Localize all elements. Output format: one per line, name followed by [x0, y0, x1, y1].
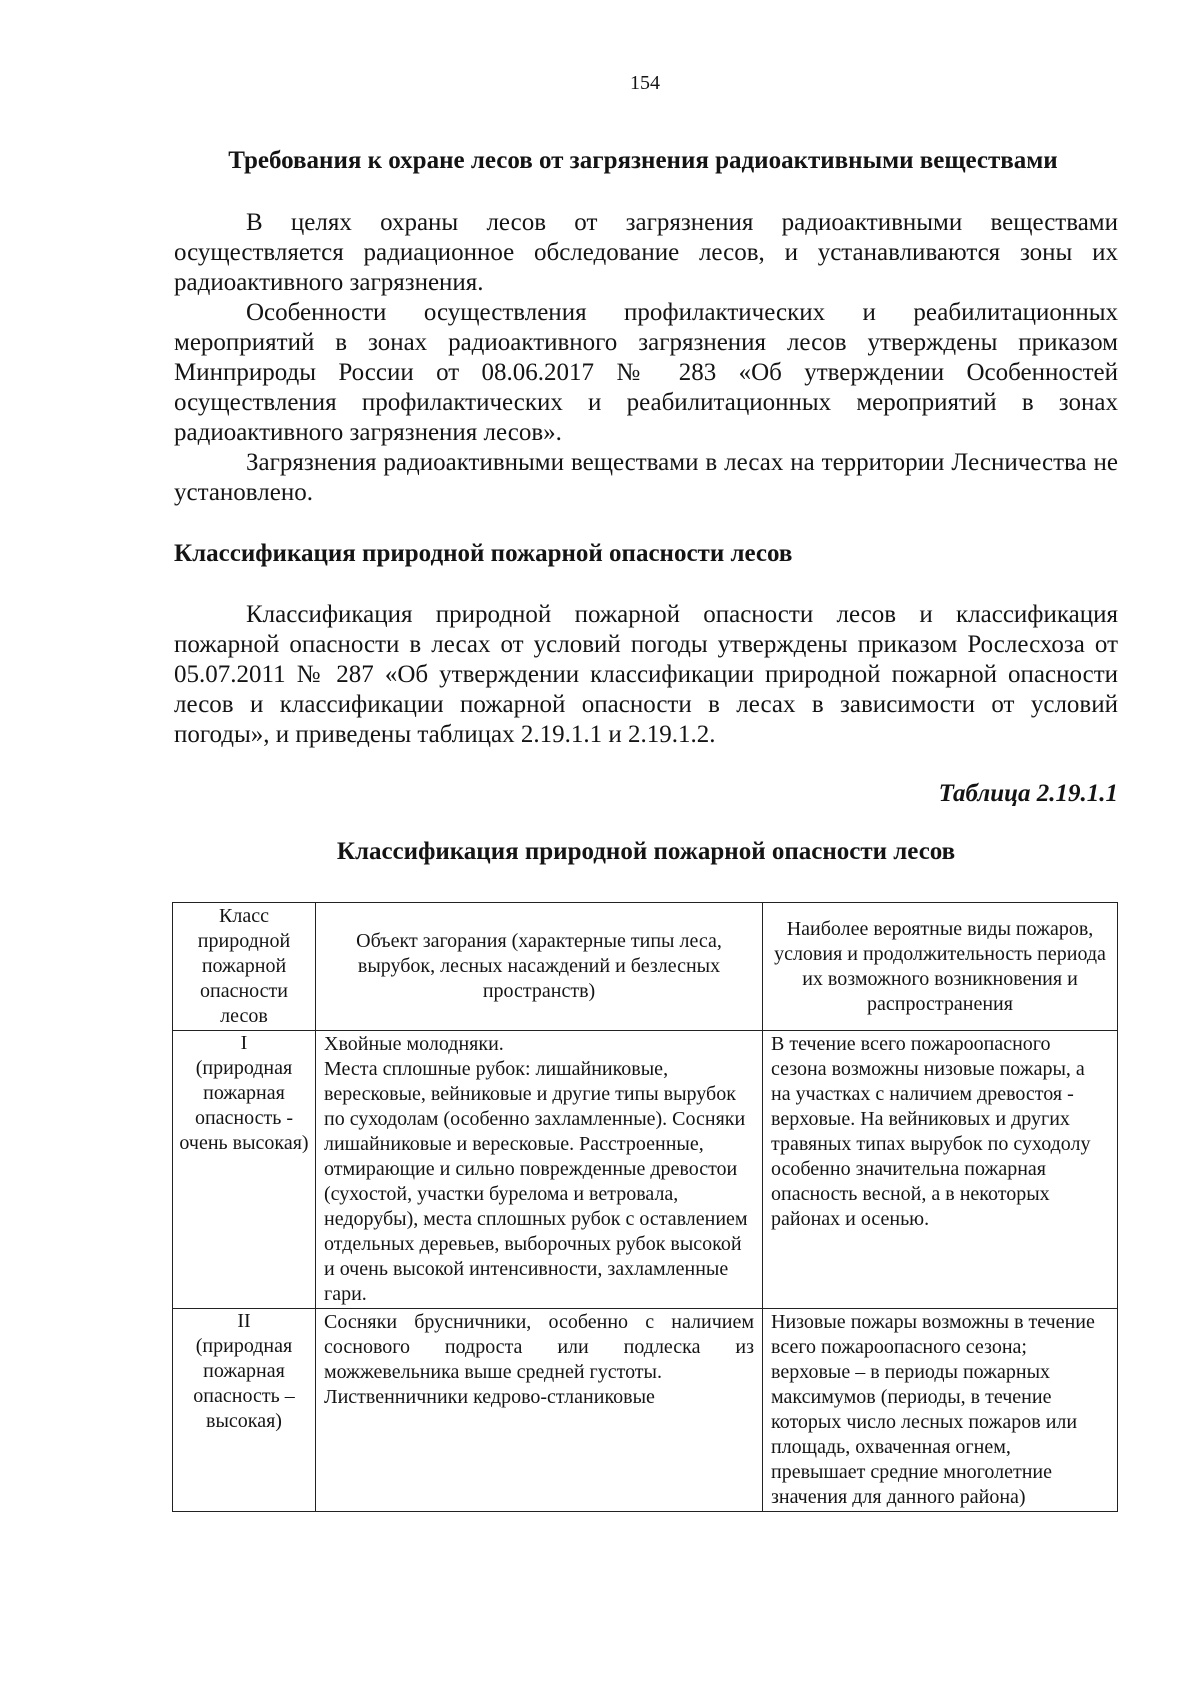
object-first-line: Сосняки брусничники, особенно с наличием соснового подроста или подлеска из можжевельника выше средней густоты.: [324, 1311, 754, 1383]
cell-object: [316, 1031, 763, 1309]
table-row: [173, 1031, 1118, 1309]
section-heading-fire-classification: Классификация природной пожарной опасности лесов: [174, 540, 793, 567]
section-heading-radioactive: Требования к охране лесов от загрязнения радиоактивными веществами: [228, 147, 1058, 174]
page-number: 154: [630, 72, 660, 94]
table-caption: Таблица 2.19.1.1: [938, 780, 1118, 807]
header-object: Объект загорания (характерные типы леса, вырубок, лесных насаждений и безлесных пространств): [316, 903, 763, 1031]
paragraph: Классификация природной пожарной опасности лесов и классификация пожарной опасности в лесах от условий погоды утверждены приказом Рослесхоза от 05.07.2011 № 287 «Об утверждении классификации природной пожарной опасности лесов и классификации пожарной опасности в лесах в зависимости от условий погоды», и приведены таблицах 2.19.1.1 и 2.19.1.2.: [174, 601, 1118, 748]
cell-class: [173, 1031, 316, 1309]
class-description: (природная пожарная опасность - очень высокая): [179, 1057, 309, 1154]
cell-class: [173, 1309, 316, 1512]
class-number: II: [237, 1310, 251, 1332]
paragraph: В целях охраны лесов от загрязнения радиоактивными веществами осуществляется радиационное обследование лесов, и устанавливаются зоны их радиоактивного загрязнения.: [174, 209, 1118, 296]
table-row: [173, 1309, 1118, 1512]
section-body-fire-classification: [174, 600, 1118, 750]
table-title: Классификация природной пожарной опасности лесов: [336, 838, 956, 865]
class-description: (природная пожарная опасность – высокая): [193, 1335, 295, 1432]
cell-fires: Низовые пожары возможны в течение всего пожароопасного сезона; верховые – в периоды пожарных максимумов (периоды, в течение которых число лесных пожаров или площадь, охваченная огнем, превышает средние многолетние значения для данного района): [763, 1309, 1118, 1512]
table-header-row: [173, 903, 1118, 1031]
cell-object: [316, 1309, 763, 1512]
class-number: I: [240, 1032, 248, 1054]
paragraph: Особенности осуществления профилактических и реабилитационных мероприятий в зонах радиоактивного загрязнения лесов утверждены приказом Минприроды России от 08.06.2017 № 283 «Об утверждении Особенностей осуществления профилактических и реабилитационных мероприятий в зонах радиоактивного загрязнения лесов».: [174, 299, 1118, 446]
object-first-line: Хвойные молодняки.: [324, 1033, 504, 1055]
header-fires: Наиболее вероятные виды пожаров, условия и продолжительность периода их возможного возникновения и распространения: [763, 903, 1118, 1031]
object-text: Места сплошные рубок: лишайниковые, вересковые, вейниковые и другие типы вырубок по суходолам (особенно захламленные). Сосняки лишайниковые и вересковые. Расстроенные, отмирающие и сильно поврежденные древостои (сухостой, участки бурелома и ветровала, недорубы), места сплошных рубок с оставлением отдельных деревьев, выборочных рубок высокой и очень высокой интенсивности, захламленные гари.: [324, 1058, 748, 1305]
fire-danger-classification-table: [172, 902, 1118, 1512]
cell-fires: В течение всего пожароопасного сезона возможны низовые пожары, а на участках с наличием древостоя - верховые. На вейниковых и других травяных типах вырубок по суходолу особенно значительна пожарная опасность весной, а в некоторых районах и осенью.: [763, 1031, 1118, 1309]
header-class: Класс природной пожарной опасности лесов: [173, 903, 316, 1031]
object-text: Лиственничники кедрово-стланиковые: [324, 1386, 655, 1408]
paragraph: Загрязнения радиоактивными веществами в лесах на территории Лесничества не установлено.: [174, 449, 1118, 506]
section-body-radioactive: [174, 208, 1118, 508]
